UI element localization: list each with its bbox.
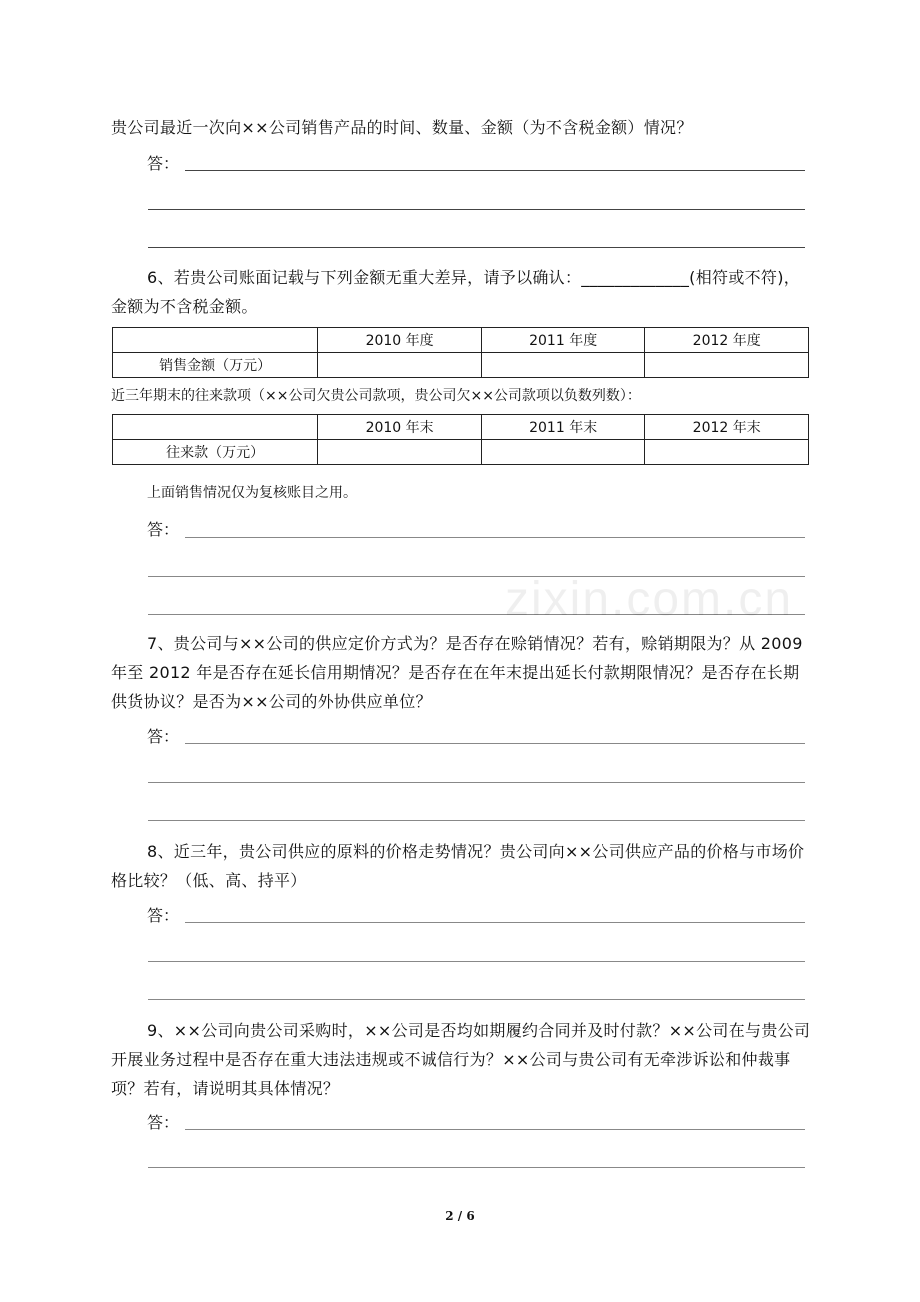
q8-answer-line-2[interactable] <box>148 961 805 962</box>
table-header-cell <box>113 415 318 440</box>
value-cell-2010[interactable] <box>318 440 482 465</box>
q9-answer-line-2[interactable] <box>148 1167 805 1168</box>
q8-answer-line-1[interactable] <box>185 922 805 923</box>
q7-answer-label: 答： <box>147 727 180 746</box>
q5-answer-label: 答： <box>147 154 180 173</box>
row-label: 往来款（万元） <box>113 440 318 465</box>
balance-note: 近三年期末的往来款项（××公司欠贵公司款项，贵公司欠××公司款项以负数列数）： <box>111 388 641 404</box>
review-note: 上面销售情况仅为复核账目之用。 <box>147 485 357 501</box>
table-header-cell <box>113 328 318 353</box>
q7-text: 7、贵公司与××公司的供应定价方式为？是否存在赊销情况？若有，赊销期限为？从 2009 年至 2012 年是否存在延长信用期情况？是否存在在年末提出延长付款期限情况？是否存在长期供货协议？是否为××公司的外协供应单位？ <box>111 634 803 711</box>
watermark: zixin.com.cn <box>505 573 794 626</box>
value-cell-2012[interactable] <box>645 440 809 465</box>
sales-amount-table <box>112 327 809 378</box>
table-header-cell: 2010 年末 <box>318 415 482 440</box>
q9-text: 9、××公司向贵公司采购时，××公司是否均如期履约合同并及时付款？××公司在与贵公司开展业务过程中是否存在重大违法违规或不诚信行为？××公司与贵公司有无牵涉诉讼和仲裁事项？若有，请说明其具体情况？ <box>111 1021 811 1098</box>
table-header-row <box>113 328 809 353</box>
q8-text: 8、近三年，贵公司供应的原料的价格走势情况？贵公司向××公司供应产品的价格与市场价格比较？（低、高、持平） <box>111 842 805 890</box>
balance-table <box>112 414 809 465</box>
q7-answer-line-3[interactable] <box>148 820 805 821</box>
q5-answer-line-3[interactable] <box>148 247 805 248</box>
q6-text: 6、若贵公司账面记载与下列金额无重大差异，请予以确认：_____________(相符或不符)，金额为不含税金额。 <box>111 268 801 316</box>
value-cell-2012[interactable] <box>645 353 809 378</box>
value-cell-2011[interactable] <box>481 440 645 465</box>
q5-text: 贵公司最近一次向××公司销售产品的时间、数量、金额（为不含税金额）情况？ <box>111 118 693 137</box>
q7-answer-line-1[interactable] <box>185 743 805 744</box>
table-row <box>113 353 809 378</box>
q8-answer-line-3[interactable] <box>148 999 805 1000</box>
table-header-cell: 2011 年度 <box>481 328 645 353</box>
q8-answer-label: 答： <box>147 906 180 925</box>
value-cell-2011[interactable] <box>481 353 645 378</box>
q9-answer-label: 答： <box>147 1113 180 1132</box>
table-header-cell: 2012 年末 <box>645 415 809 440</box>
table-row <box>113 440 809 465</box>
q9-answer-line-1[interactable] <box>185 1129 805 1130</box>
table-header-cell: 2011 年末 <box>481 415 645 440</box>
table-header-cell: 2012 年度 <box>645 328 809 353</box>
table-header-row <box>113 415 809 440</box>
value-cell-2010[interactable] <box>318 353 482 378</box>
q5-answer-line-2[interactable] <box>148 209 805 210</box>
q6-answer-line-1[interactable] <box>185 537 805 538</box>
row-label: 销售金额（万元） <box>113 353 318 378</box>
page-number: 2 / 6 <box>445 1209 475 1223</box>
q5-answer-line-1[interactable] <box>185 170 805 171</box>
table-header-cell: 2010 年度 <box>318 328 482 353</box>
q7-answer-line-2[interactable] <box>148 782 805 783</box>
q6-answer-label: 答： <box>147 520 180 539</box>
